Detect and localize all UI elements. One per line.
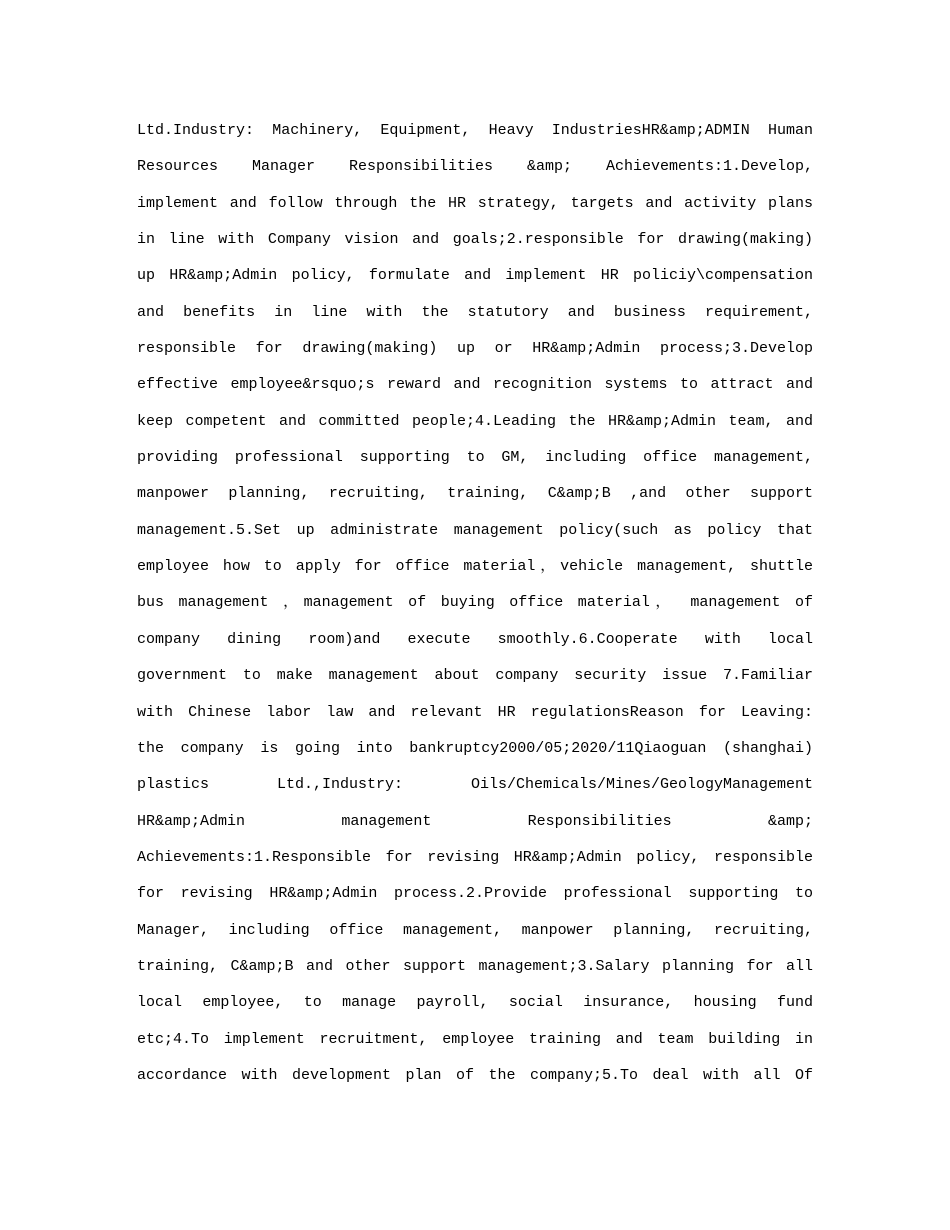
text-line: Manager, including office management, manpower planning, recruiting,	[137, 921, 813, 939]
text-line: bus management ，management of buying office material， management of	[137, 594, 813, 612]
text-line: Resources Manager Responsibilities &amp; Achievements:1.Develop,	[137, 158, 813, 176]
text-line: implement and follow through the HR strategy, targets and activity plans	[137, 194, 813, 212]
text-line: training, C&amp;B and other support management;3.Salary planning for all	[137, 957, 813, 975]
text-line: government to make management about company security issue 7.Familiar	[137, 667, 813, 685]
text-line: and benefits in line with the statutory and business requirement,	[137, 303, 813, 321]
text-line: etc;4.To implement recruitment, employee training and team building in	[137, 1030, 813, 1048]
text-line: providing professional supporting to GM, including office management,	[137, 449, 813, 467]
text-line: Ltd.Industry: Machinery, Equipment, Heavy IndustriesHR&amp;ADMIN Human	[137, 122, 813, 139]
text-line: local employee, to manage payroll, social insurance, housing fund	[137, 994, 813, 1012]
text-line: responsible for drawing(making) up or HR&amp;Admin process;3.Develop	[137, 340, 813, 358]
text-line: the company is going into bankruptcy2000/05;2020/11Qiaoguan (shanghai)	[137, 739, 813, 757]
text-line: management.5.Set up administrate management policy(such as policy that	[137, 521, 813, 539]
text-line: company dining room)and execute smoothly.6.Cooperate with local	[137, 630, 813, 648]
text-line: employee how to apply for office material，vehicle management, shuttle	[137, 558, 813, 576]
text-line: for revising HR&amp;Admin process.2.Provide professional supporting to	[137, 885, 813, 903]
text-line: manpower planning, recruiting, training, C&amp;B ,and other support	[137, 485, 813, 503]
text-line: accordance with development plan of the company;5.To deal with all Of	[137, 1066, 813, 1084]
text-line: keep competent and committed people;4.Leading the HR&amp;Admin team, and	[137, 412, 813, 430]
text-line: effective employee&rsquo;s reward and recognition systems to attract and	[137, 376, 813, 394]
text-line: up HR&amp;Admin policy, formulate and implement HR policiy\compensation	[137, 267, 813, 285]
document-page	[137, 113, 813, 1094]
text-line: with Chinese labor law and relevant HR regulationsReason for Leaving:	[137, 703, 813, 721]
text-line: HR&amp;Admin management Responsibilities &amp;	[137, 812, 813, 830]
text-line: plastics Ltd.,Industry: Oils/Chemicals/Mines/GeologyManagement	[137, 776, 813, 794]
text-line: Achievements:1.Responsible for revising HR&amp;Admin policy, responsible	[137, 848, 813, 866]
text-line: in line with Company vision and goals;2.responsible for drawing(making)	[137, 231, 813, 249]
